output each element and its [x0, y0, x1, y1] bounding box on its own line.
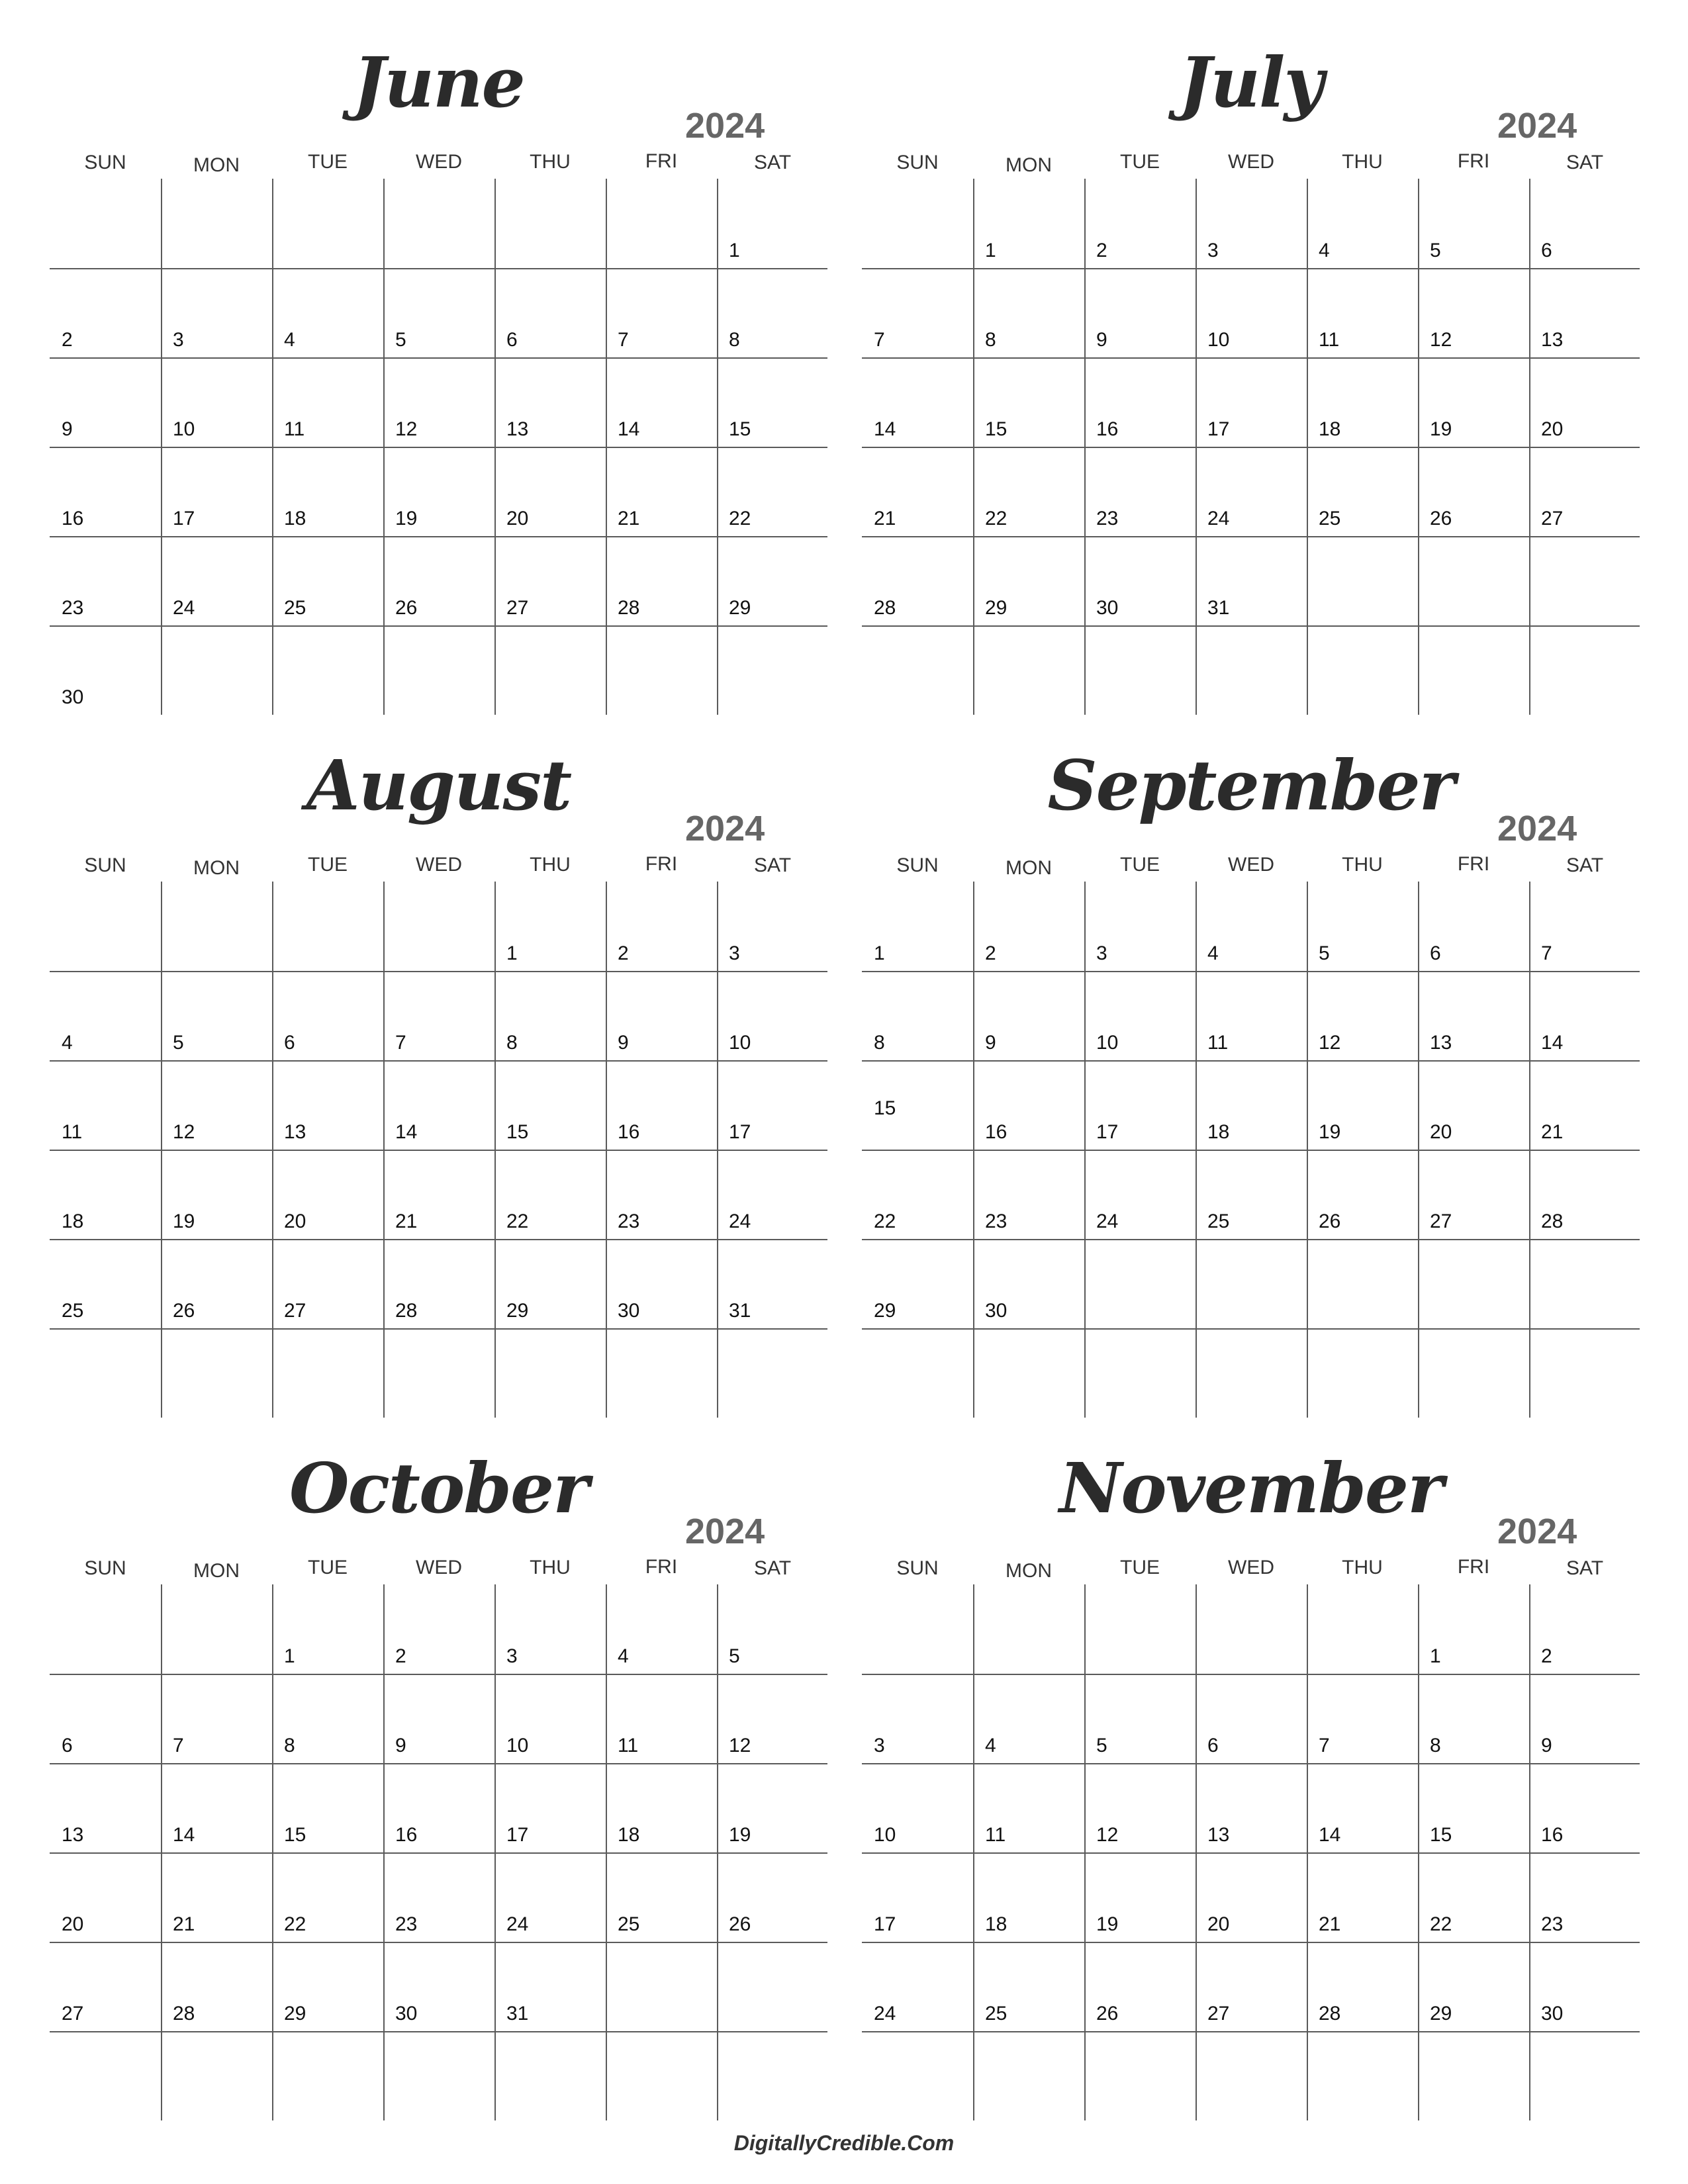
day-number: 28	[1319, 2003, 1341, 2025]
day-number: 9	[395, 1735, 406, 1756]
day-number: 17	[1096, 1121, 1119, 1143]
weekday-label: FRI	[645, 150, 678, 172]
day-number: 26	[1430, 508, 1452, 529]
weekday-label: SUN	[84, 854, 126, 876]
month-title: November	[1059, 1447, 1442, 1529]
grid-row-line	[50, 1852, 827, 1854]
month-june	[50, 0, 827, 708]
weekday-label: TUE	[1120, 854, 1160, 876]
day-number: 16	[62, 508, 84, 529]
grid-row-line	[50, 971, 827, 972]
month-title: August	[306, 745, 571, 826]
grid-row-line	[862, 1150, 1640, 1151]
day-number: 7	[173, 1735, 184, 1756]
day-number: 10	[506, 1735, 529, 1756]
day-number: 11	[284, 418, 305, 440]
day-number: 23	[618, 1210, 640, 1232]
grid-row-line	[50, 1763, 827, 1764]
grid-row-line	[862, 1674, 1640, 1675]
day-number: 1	[284, 1645, 295, 1667]
day-number: 15	[506, 1121, 529, 1143]
day-number: 9	[62, 418, 73, 440]
grid-row-line	[50, 1942, 827, 1943]
day-number: 26	[173, 1300, 195, 1322]
weekday-header-row	[862, 851, 1640, 880]
day-number: 4	[1207, 942, 1219, 964]
day-number: 5	[729, 1645, 740, 1667]
day-number: 28	[874, 597, 896, 619]
weekday-label: SUN	[84, 152, 126, 173]
day-number: 3	[1207, 240, 1219, 261]
day-number: 11	[62, 1121, 83, 1143]
day-number: 14	[1541, 1032, 1564, 1054]
day-number: 25	[618, 1913, 640, 1935]
day-number: 3	[729, 942, 740, 964]
day-number: 16	[1541, 1824, 1564, 1846]
day-number: 20	[284, 1210, 306, 1232]
day-number: 10	[874, 1824, 896, 1846]
day-number: 13	[1430, 1032, 1452, 1054]
grid-row-line	[50, 1150, 827, 1151]
day-number: 6	[62, 1735, 73, 1756]
day-number: 30	[985, 1300, 1008, 1322]
weekday-label: SUN	[84, 1557, 126, 1579]
day-number: 6	[506, 329, 518, 351]
month-september	[862, 703, 1640, 1378]
weekday-label: SAT	[1566, 854, 1604, 876]
day-number: 17	[874, 1913, 896, 1935]
month-title: June	[353, 42, 524, 123]
grid-row-line	[862, 268, 1640, 269]
grid-row-line	[862, 357, 1640, 359]
day-number: 17	[173, 508, 195, 529]
day-number: 14	[395, 1121, 418, 1143]
day-number: 16	[618, 1121, 640, 1143]
day-number: 24	[729, 1210, 751, 1232]
grid-row-line	[50, 1674, 827, 1675]
day-number: 26	[1319, 1210, 1341, 1232]
weekday-header-row	[862, 1554, 1640, 1583]
grid-row-line	[50, 2031, 827, 2032]
day-grid	[50, 179, 827, 715]
day-number: 23	[1096, 508, 1119, 529]
day-number: 22	[985, 508, 1008, 529]
weekday-label: MON	[1006, 1560, 1052, 1582]
weekday-header-row	[862, 148, 1640, 177]
day-number: 17	[729, 1121, 751, 1143]
weekday-label: WED	[1228, 854, 1274, 876]
day-number: 2	[62, 329, 73, 351]
day-number: 8	[1430, 1735, 1441, 1756]
day-number: 23	[1541, 1913, 1564, 1935]
grid-row-line	[862, 536, 1640, 537]
day-number: 31	[506, 2003, 529, 2025]
weekday-label: SAT	[753, 1557, 792, 1579]
month-year: 2024	[685, 106, 765, 146]
day-number: 5	[1319, 942, 1330, 964]
day-number: 18	[1207, 1121, 1230, 1143]
day-number: 19	[729, 1824, 751, 1846]
day-number: 24	[506, 1913, 529, 1935]
day-number: 30	[395, 2003, 418, 2025]
day-number: 22	[506, 1210, 529, 1232]
day-number: 19	[173, 1210, 195, 1232]
day-number: 1	[1430, 1645, 1441, 1667]
weekday-label: FRI	[1457, 150, 1490, 172]
day-number: 18	[618, 1824, 640, 1846]
grid-row-line	[862, 1763, 1640, 1764]
day-number: 2	[985, 942, 996, 964]
day-number: 4	[62, 1032, 73, 1054]
day-number: 3	[173, 329, 184, 351]
day-number: 2	[618, 942, 629, 964]
day-number: 28	[1541, 1210, 1564, 1232]
weekday-label: FRI	[645, 1556, 678, 1578]
weekday-label: SUN	[896, 152, 939, 173]
grid-row-line	[862, 1942, 1640, 1943]
day-number: 12	[1096, 1824, 1119, 1846]
day-number: 13	[1541, 329, 1564, 351]
day-number: 2	[395, 1645, 406, 1667]
day-number: 30	[618, 1300, 640, 1322]
day-number: 27	[506, 597, 529, 619]
day-number: 1	[874, 942, 885, 964]
day-number: 8	[985, 329, 996, 351]
day-number: 27	[1430, 1210, 1452, 1232]
day-number: 30	[62, 686, 84, 708]
day-number: 4	[1319, 240, 1330, 261]
day-number: 27	[1207, 2003, 1230, 2025]
day-number: 19	[1096, 1913, 1119, 1935]
grid-row-line	[50, 1239, 827, 1240]
day-number: 19	[395, 508, 418, 529]
day-number: 29	[985, 597, 1008, 619]
day-number: 29	[874, 1300, 896, 1322]
month-year: 2024	[685, 809, 765, 848]
day-number: 5	[1430, 240, 1441, 261]
weekday-label: SAT	[1566, 152, 1604, 173]
day-number: 17	[506, 1824, 529, 1846]
day-number: 14	[618, 418, 640, 440]
grid-row-line	[50, 447, 827, 448]
day-number: 19	[1430, 418, 1452, 440]
day-number: 22	[729, 508, 751, 529]
grid-row-line	[862, 447, 1640, 448]
day-number: 15	[874, 1097, 896, 1119]
day-number: 11	[985, 1824, 1006, 1846]
day-number: 23	[62, 597, 84, 619]
day-number: 7	[395, 1032, 406, 1054]
day-number: 21	[1541, 1121, 1564, 1143]
day-number: 16	[985, 1121, 1008, 1143]
grid-row-line	[50, 268, 827, 269]
grid-row-line	[50, 1060, 827, 1062]
day-number: 26	[729, 1913, 751, 1935]
day-number: 31	[1207, 597, 1230, 619]
day-number: 26	[395, 597, 418, 619]
grid-row-line	[50, 357, 827, 359]
weekday-label: SUN	[896, 854, 939, 876]
weekday-header-row	[50, 1554, 827, 1583]
day-number: 22	[1430, 1913, 1452, 1935]
day-number: 20	[1430, 1121, 1452, 1143]
day-number: 31	[729, 1300, 751, 1322]
day-number: 9	[985, 1032, 996, 1054]
day-number: 25	[284, 597, 306, 619]
day-number: 21	[618, 508, 640, 529]
day-number: 1	[729, 240, 740, 261]
day-number: 8	[506, 1032, 518, 1054]
weekday-label: TUE	[1120, 1557, 1160, 1578]
day-number: 19	[1319, 1121, 1341, 1143]
day-number: 28	[173, 2003, 195, 2025]
day-number: 4	[985, 1735, 996, 1756]
day-number: 12	[1430, 329, 1452, 351]
grid-row-line	[862, 1852, 1640, 1854]
grid-row-line	[862, 2031, 1640, 2032]
weekday-label: THU	[530, 854, 571, 876]
day-number: 10	[729, 1032, 751, 1054]
day-number: 18	[985, 1913, 1008, 1935]
weekday-label: SAT	[753, 152, 792, 173]
day-number: 4	[618, 1645, 629, 1667]
day-number: 21	[173, 1913, 195, 1935]
weekday-label: SUN	[896, 1557, 939, 1579]
day-number: 20	[62, 1913, 84, 1935]
day-number: 8	[729, 329, 740, 351]
day-number: 13	[284, 1121, 306, 1143]
grid-row-line	[862, 625, 1640, 627]
weekday-label: THU	[530, 1557, 571, 1578]
weekday-label: FRI	[1457, 853, 1490, 875]
day-number: 12	[729, 1735, 751, 1756]
day-number: 3	[506, 1645, 518, 1667]
day-number: 9	[1096, 329, 1107, 351]
day-number: 14	[173, 1824, 195, 1846]
grid-row-line	[862, 1239, 1640, 1240]
grid-row-line	[50, 1328, 827, 1330]
day-number: 25	[985, 2003, 1008, 2025]
day-number: 18	[284, 508, 306, 529]
day-number: 7	[1319, 1735, 1330, 1756]
month-july	[862, 0, 1640, 675]
day-number: 25	[62, 1300, 84, 1322]
grid-row-line	[50, 536, 827, 537]
weekday-label: MON	[1006, 857, 1052, 879]
weekday-label: MON	[1006, 154, 1052, 176]
day-number: 29	[284, 2003, 306, 2025]
day-number: 29	[1430, 2003, 1452, 2025]
day-number: 6	[1207, 1735, 1219, 1756]
day-number: 3	[874, 1735, 885, 1756]
day-number: 23	[985, 1210, 1008, 1232]
weekday-label: FRI	[1457, 1556, 1490, 1578]
day-grid	[50, 882, 827, 1418]
day-number: 1	[506, 942, 518, 964]
weekday-label: WED	[416, 854, 462, 876]
day-number: 25	[1319, 508, 1341, 529]
day-number: 14	[874, 418, 896, 440]
day-number: 7	[618, 329, 629, 351]
day-number: 18	[62, 1210, 84, 1232]
month-title: September	[1047, 745, 1454, 826]
month-october	[50, 1406, 827, 2081]
weekday-label: WED	[416, 1557, 462, 1578]
day-number: 29	[729, 597, 751, 619]
month-year: 2024	[1497, 809, 1577, 848]
month-november	[862, 1406, 1640, 2081]
day-number: 23	[395, 1913, 418, 1935]
day-number: 6	[284, 1032, 295, 1054]
day-number: 2	[1541, 1645, 1552, 1667]
weekday-label: TUE	[308, 854, 348, 876]
weekday-header-row	[50, 851, 827, 880]
grid-row-line	[862, 1328, 1640, 1330]
day-number: 12	[173, 1121, 195, 1143]
weekday-label: SAT	[753, 854, 792, 876]
weekday-label: TUE	[1120, 151, 1160, 173]
day-number: 27	[1541, 508, 1564, 529]
day-number: 29	[506, 1300, 529, 1322]
day-number: 27	[62, 2003, 84, 2025]
day-grid	[862, 882, 1640, 1418]
grid-row-line	[862, 1060, 1640, 1062]
day-number: 12	[395, 418, 418, 440]
day-number: 16	[395, 1824, 418, 1846]
day-number: 15	[985, 418, 1008, 440]
day-number: 25	[1207, 1210, 1230, 1232]
day-number: 21	[1319, 1913, 1341, 1935]
day-number: 10	[173, 418, 195, 440]
day-number: 12	[1319, 1032, 1341, 1054]
day-number: 24	[874, 2003, 896, 2025]
day-number: 6	[1430, 942, 1441, 964]
grid-row-line	[862, 971, 1640, 972]
day-number: 5	[1096, 1735, 1107, 1756]
day-number: 8	[874, 1032, 885, 1054]
day-number: 13	[506, 418, 529, 440]
day-grid	[862, 1584, 1640, 2120]
day-number: 24	[1096, 1210, 1119, 1232]
weekday-label: FRI	[645, 853, 678, 875]
day-number: 15	[284, 1824, 306, 1846]
day-number: 7	[874, 329, 885, 351]
month-year: 2024	[685, 1512, 765, 1551]
day-number: 14	[1319, 1824, 1341, 1846]
day-number: 10	[1096, 1032, 1119, 1054]
day-number: 30	[1541, 2003, 1564, 2025]
grid-row-line	[50, 625, 827, 627]
weekday-label: TUE	[308, 151, 348, 173]
day-number: 22	[284, 1913, 306, 1935]
weekday-label: MON	[193, 154, 240, 176]
day-number: 7	[1541, 942, 1552, 964]
day-number: 6	[1541, 240, 1552, 261]
weekday-label: TUE	[308, 1557, 348, 1578]
weekday-label: WED	[1228, 1557, 1274, 1578]
day-number: 8	[284, 1735, 295, 1756]
day-grid	[50, 1584, 827, 2120]
month-year: 2024	[1497, 1512, 1577, 1551]
day-number: 3	[1096, 942, 1107, 964]
month-title: October	[289, 1447, 588, 1529]
day-number: 5	[395, 329, 406, 351]
weekday-label: THU	[1342, 1557, 1383, 1578]
day-number: 27	[284, 1300, 306, 1322]
month-title: July	[1179, 42, 1323, 123]
day-number: 11	[1319, 329, 1340, 351]
weekday-label: MON	[193, 1560, 240, 1582]
day-number: 22	[874, 1210, 896, 1232]
weekday-label: THU	[1342, 151, 1383, 173]
day-number: 30	[1096, 597, 1119, 619]
weekday-label: WED	[1228, 151, 1274, 173]
day-number: 21	[874, 508, 896, 529]
weekday-label: THU	[530, 151, 571, 173]
weekday-label: THU	[1342, 854, 1383, 876]
day-number: 21	[395, 1210, 418, 1232]
day-number: 20	[506, 508, 529, 529]
day-number: 20	[1541, 418, 1564, 440]
day-number: 9	[1541, 1735, 1552, 1756]
day-number: 24	[173, 597, 195, 619]
day-number: 5	[173, 1032, 184, 1054]
day-number: 1	[985, 240, 996, 261]
day-number: 26	[1096, 2003, 1119, 2025]
footer-website: DigitallyCredible.Com	[733, 2131, 955, 2155]
day-number: 10	[1207, 329, 1230, 351]
day-number: 16	[1096, 418, 1119, 440]
weekday-header-row	[50, 148, 827, 177]
day-number: 4	[284, 329, 295, 351]
day-number: 11	[1207, 1032, 1229, 1054]
day-number: 11	[618, 1735, 639, 1756]
day-number: 28	[395, 1300, 418, 1322]
day-number: 28	[618, 597, 640, 619]
weekday-label: WED	[416, 151, 462, 173]
weekday-label: SAT	[1566, 1557, 1604, 1579]
day-number: 20	[1207, 1913, 1230, 1935]
weekday-label: MON	[193, 857, 240, 879]
month-year: 2024	[1497, 106, 1577, 146]
month-august	[50, 703, 827, 1378]
day-number: 15	[1430, 1824, 1452, 1846]
day-number: 15	[729, 418, 751, 440]
day-number: 18	[1319, 418, 1341, 440]
day-number: 9	[618, 1032, 629, 1054]
day-number: 13	[1207, 1824, 1230, 1846]
day-grid	[862, 179, 1640, 715]
day-number: 17	[1207, 418, 1230, 440]
day-number: 24	[1207, 508, 1230, 529]
day-number: 2	[1096, 240, 1107, 261]
day-number: 13	[62, 1824, 84, 1846]
